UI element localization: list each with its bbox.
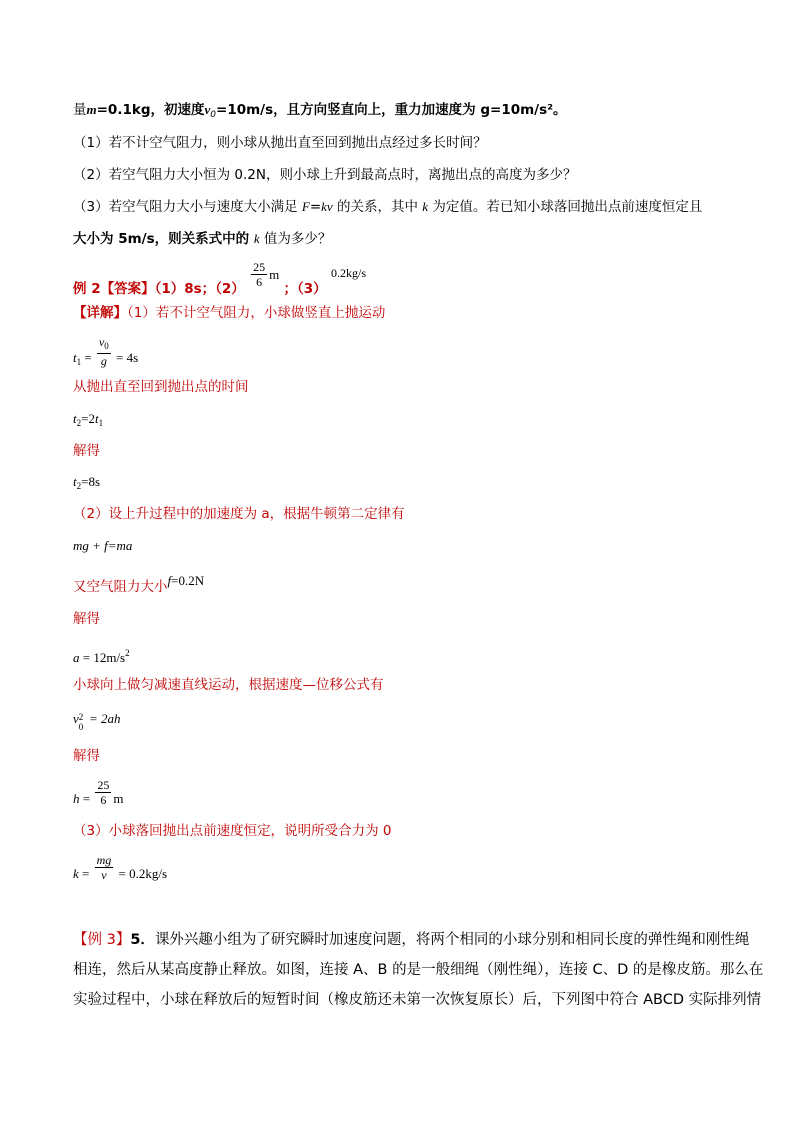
detail-step-1 xyxy=(73,303,385,323)
equation-a xyxy=(73,643,130,668)
example-3-line-2: 相连，然后从某高度静止释放。如图，连接 A、B 的是一般细绳（刚性绳），连接 C、D 的是橡皮筋。那么在 xyxy=(73,962,764,978)
subscript: 2 xyxy=(76,481,82,491)
subscript: 1 xyxy=(76,357,82,368)
superscript: 2 xyxy=(125,648,130,658)
problem-text: = xyxy=(309,199,322,215)
equation-result: = 4s xyxy=(112,350,139,366)
problem-text: （3）若空气阻力大小与速度大小满足 xyxy=(73,199,302,215)
equation-t2-result xyxy=(73,472,100,496)
problem-text: 量 xyxy=(73,102,87,118)
symbol-v0: v xyxy=(204,102,211,117)
fraction-numerator: mg xyxy=(96,853,112,867)
detail-step-4 xyxy=(73,571,204,599)
equation-result: =0.2N xyxy=(171,573,205,588)
detail-step-6: （3）小球落回抛出点前速度恒定，说明所受合力为 0 xyxy=(73,823,392,839)
equals: = xyxy=(78,866,93,882)
problem-line-1 xyxy=(73,100,567,125)
subscript: 2 xyxy=(76,418,82,428)
fraction-denominator: 6 xyxy=(100,793,107,807)
equation-h xyxy=(73,778,123,812)
symbol-k: k xyxy=(73,866,79,882)
symbol-t: t xyxy=(73,350,77,366)
detail-text: 又空气阻力大小 xyxy=(73,579,168,595)
superscript: 2 xyxy=(78,712,84,723)
fraction-25-over-6 xyxy=(95,778,111,807)
question-number: 5． xyxy=(130,932,155,948)
question-2 xyxy=(73,165,576,185)
symbol-t: t xyxy=(94,411,99,426)
fraction-numerator: 25 xyxy=(97,778,110,792)
problem-text: 为定值。若已知小球落回抛出点前速度恒定且 xyxy=(428,199,703,215)
fraction-denominator: 6 xyxy=(256,275,263,289)
equation-result: = 2ah xyxy=(85,711,121,726)
unit: m xyxy=(269,266,280,282)
answer-fraction xyxy=(251,260,267,289)
detail-step-5: 小球向上做匀减速直线运动，根据速度—位移公式有 xyxy=(73,677,384,693)
symbol-a: a xyxy=(73,650,80,665)
equals: = xyxy=(81,350,95,366)
fraction-mg-over-v xyxy=(95,853,114,882)
symbol-f: F xyxy=(301,199,310,214)
equation-newton: mg + f=ma xyxy=(73,538,133,553)
answer-mid: ；（3） xyxy=(283,280,327,297)
example-3-line-3: 实验过程中，小球在释放后的短暂时间（橡皮筋还未第一次恢复原长）后，下列图中符合 ABCD 实际排列情 xyxy=(73,992,762,1008)
subscript: 0 xyxy=(104,341,109,351)
equation-t1 xyxy=(73,335,138,369)
problem-text: 的关系，其中 xyxy=(332,199,423,215)
symbol-m: m xyxy=(86,102,97,117)
solve-label-2: 解得 xyxy=(73,611,100,627)
fraction-numerator: 25 xyxy=(253,260,266,274)
detail-step-2: 从抛出直至回到抛出点的时间 xyxy=(73,379,249,395)
symbol-t: t xyxy=(73,411,77,426)
equation-v0-squared xyxy=(73,709,121,733)
symbol-g: g xyxy=(100,354,107,368)
problem-text: 值为多少？ xyxy=(259,231,332,247)
example-text: 课外兴趣小组为了研究瞬时加速度问题，将两个相同的小球分别和相同长度的弹性绳和刚性绳 xyxy=(154,932,750,948)
subscript: 0 xyxy=(210,110,217,120)
symbol-k: k xyxy=(422,199,429,214)
symbol-f: f xyxy=(167,573,172,588)
equation-k xyxy=(73,853,167,887)
equals: = xyxy=(79,791,94,807)
equation-mid: =2 xyxy=(81,411,95,426)
question-3-continued xyxy=(73,229,331,249)
symbol-h: h xyxy=(73,791,80,807)
example-tag: 【例 3】 xyxy=(73,932,131,948)
symbol-v: v xyxy=(73,711,79,726)
solve-label-1: 解得 xyxy=(73,443,100,459)
symbol-kv: kv xyxy=(321,199,333,214)
symbol-t: t xyxy=(73,474,77,489)
subscript: 0 xyxy=(78,722,84,733)
equation-result: =8s xyxy=(81,474,101,489)
fraction-denominator: v xyxy=(101,868,107,882)
equation-result: = 0.2kg/s xyxy=(115,866,168,882)
unit: m xyxy=(113,791,124,807)
fraction-v0-over-g xyxy=(97,335,111,368)
example-3-line-1 xyxy=(73,930,749,950)
subscript: 1 xyxy=(98,418,104,428)
answer-head: 例 2【答案】（1）8s；（2） xyxy=(73,280,245,297)
answer-k-value: 0.2kg/s xyxy=(330,265,366,280)
problem-text: =0.1kg，初速度 xyxy=(96,102,205,118)
question-2-text: （2）若空气阻力大小恒为 0.2N，则小球上升到最高点时，离抛出点的高度为多少？ xyxy=(73,167,577,183)
equation-result: = 12m/s xyxy=(79,650,126,665)
answer-line xyxy=(73,262,366,298)
question-3 xyxy=(73,197,702,217)
symbol-k: k xyxy=(253,231,260,246)
equation-t2 xyxy=(73,409,103,433)
solve-label-3: 解得 xyxy=(73,748,100,764)
problem-text: =10m/s，且方向竖直向上，重力加速度为 g=10m/s²。 xyxy=(216,102,567,118)
problem-text: 大小为 5m/s，则关系式中的 xyxy=(73,231,254,247)
detail-step-3: （2）设上升过程中的加速度为 a，根据牛顿第二定律有 xyxy=(73,506,405,522)
detail-tag: 【详解】 xyxy=(73,305,127,321)
symbol-v: v xyxy=(98,335,105,349)
detail-text: （1）若不计空气阻力，小球做竖直上抛运动 xyxy=(127,305,386,321)
question-1: （1）若不计空气阻力，则小球从抛出直至回到抛出点经过多长时间？ xyxy=(73,135,487,151)
